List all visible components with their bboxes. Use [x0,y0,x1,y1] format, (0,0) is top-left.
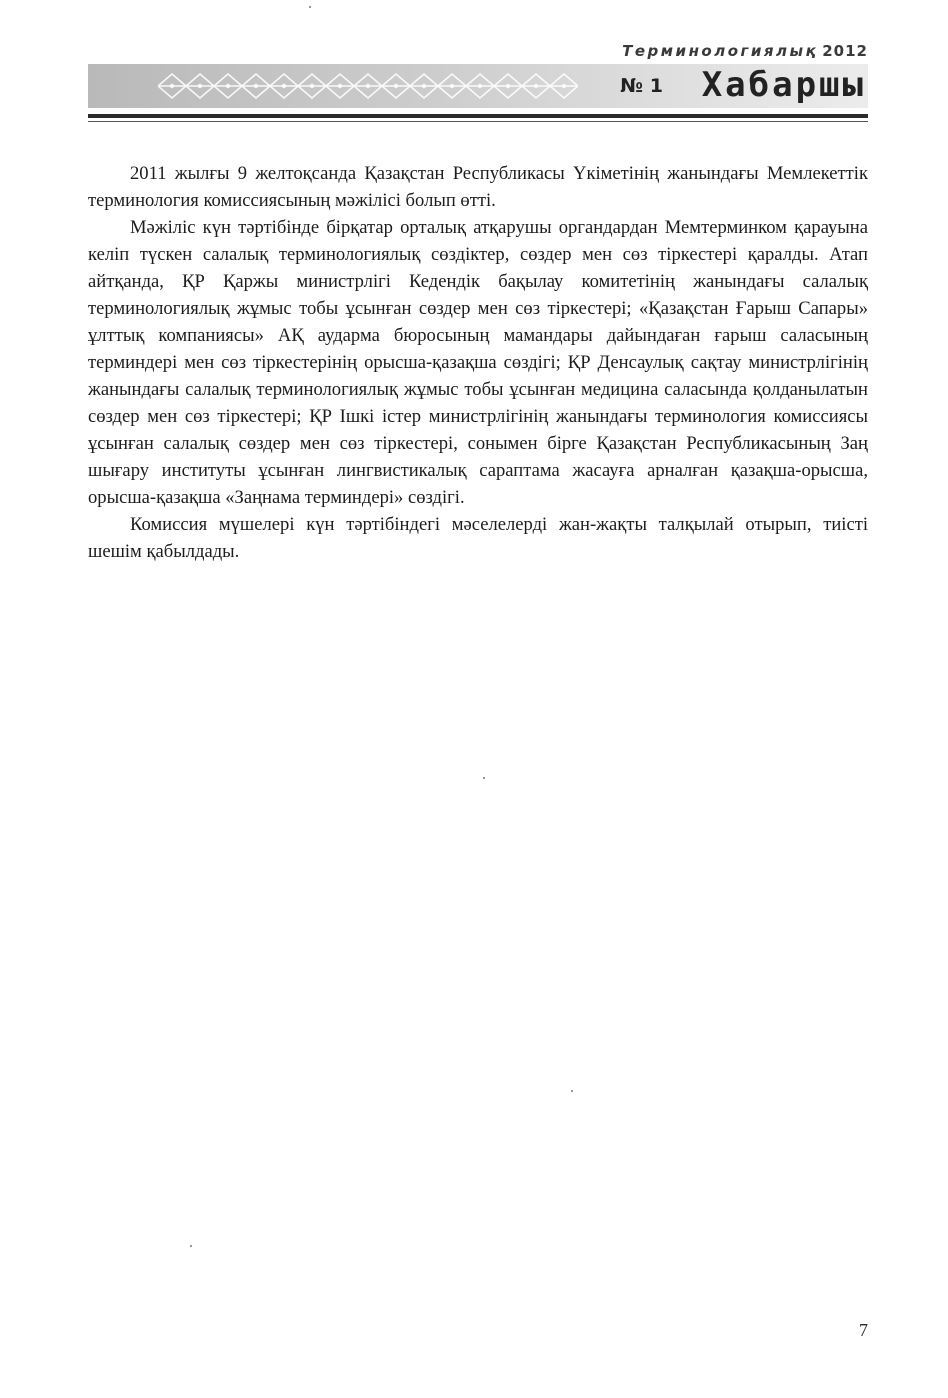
journal-title [622,42,868,60]
page-number: 7 [859,1320,868,1340]
ornament-pattern-icon [158,70,578,102]
journal-name: Терминологиялық [622,42,819,60]
paragraph-3: Комиссия мүшелері күн тәртібіндегі мәселелерді жан-жақты талқылай отырып, тиісті шешім қабылдады. [88,514,868,562]
header-rule-thin [88,121,868,122]
journal-masthead: Хабаршы [701,65,866,105]
journal-year: 2012 [822,42,868,60]
scan-speck [309,6,311,8]
paragraph-2: Мәжіліс күн тәртібінде бірқатар орталық атқарушы органдардан Мемтерминком қарауына келіп түскен салалық терминологиялық сөздіктер, сөздер мен сөз тіркестері қаралды. Атап айтқанда, ҚР Қаржы министрлігі Кедендік бақылау комитетінің жанындағы салалық терминологиялық жұмыс тобы ұсынған сөздер мен сөз тіркестері; «Қазақстан Ғарыш Сапары» ұлттық компаниясы» АҚ аударма бюросының мамандары дайындаған ғарыш саласының терминдері мен сөз тіркестерінің орысша-қазақша сөздігі; ҚР Денсаулық сақтау министрлігінің жанындағы салалық терминологиялық жұмыс тобы ұсынған медицина саласында қолданылатын сөздер мен сөз тіркестері; ҚР Ішкі істер министрлігінің жанындағы терминология комиссиясы ұсынған салалық сөздер мен сөз тіркестері, сонымен бірге Қазақстан Республикасының Заң шығару институты ұсынған лингвистикалық сараптама жасауға арналған қазақша-орысша, орысша-қазақша «Заңнама терминдері» сөздігі. [88,217,868,508]
issue-number: № 1 [620,75,663,97]
page-header [88,40,868,132]
header-band [88,64,868,108]
header-rule-thick [88,114,868,118]
paragraph-1: 2011 жылғы 9 желтоқсанда Қазақстан Республикасы Үкіметінің жанындағы Мемлекеттік терминология комиссиясының мәжілісі болып өтті. [88,163,868,211]
article-body [88,160,868,565]
scan-speck [190,1245,192,1247]
scan-speck [571,1090,573,1092]
scan-speck [483,777,485,779]
